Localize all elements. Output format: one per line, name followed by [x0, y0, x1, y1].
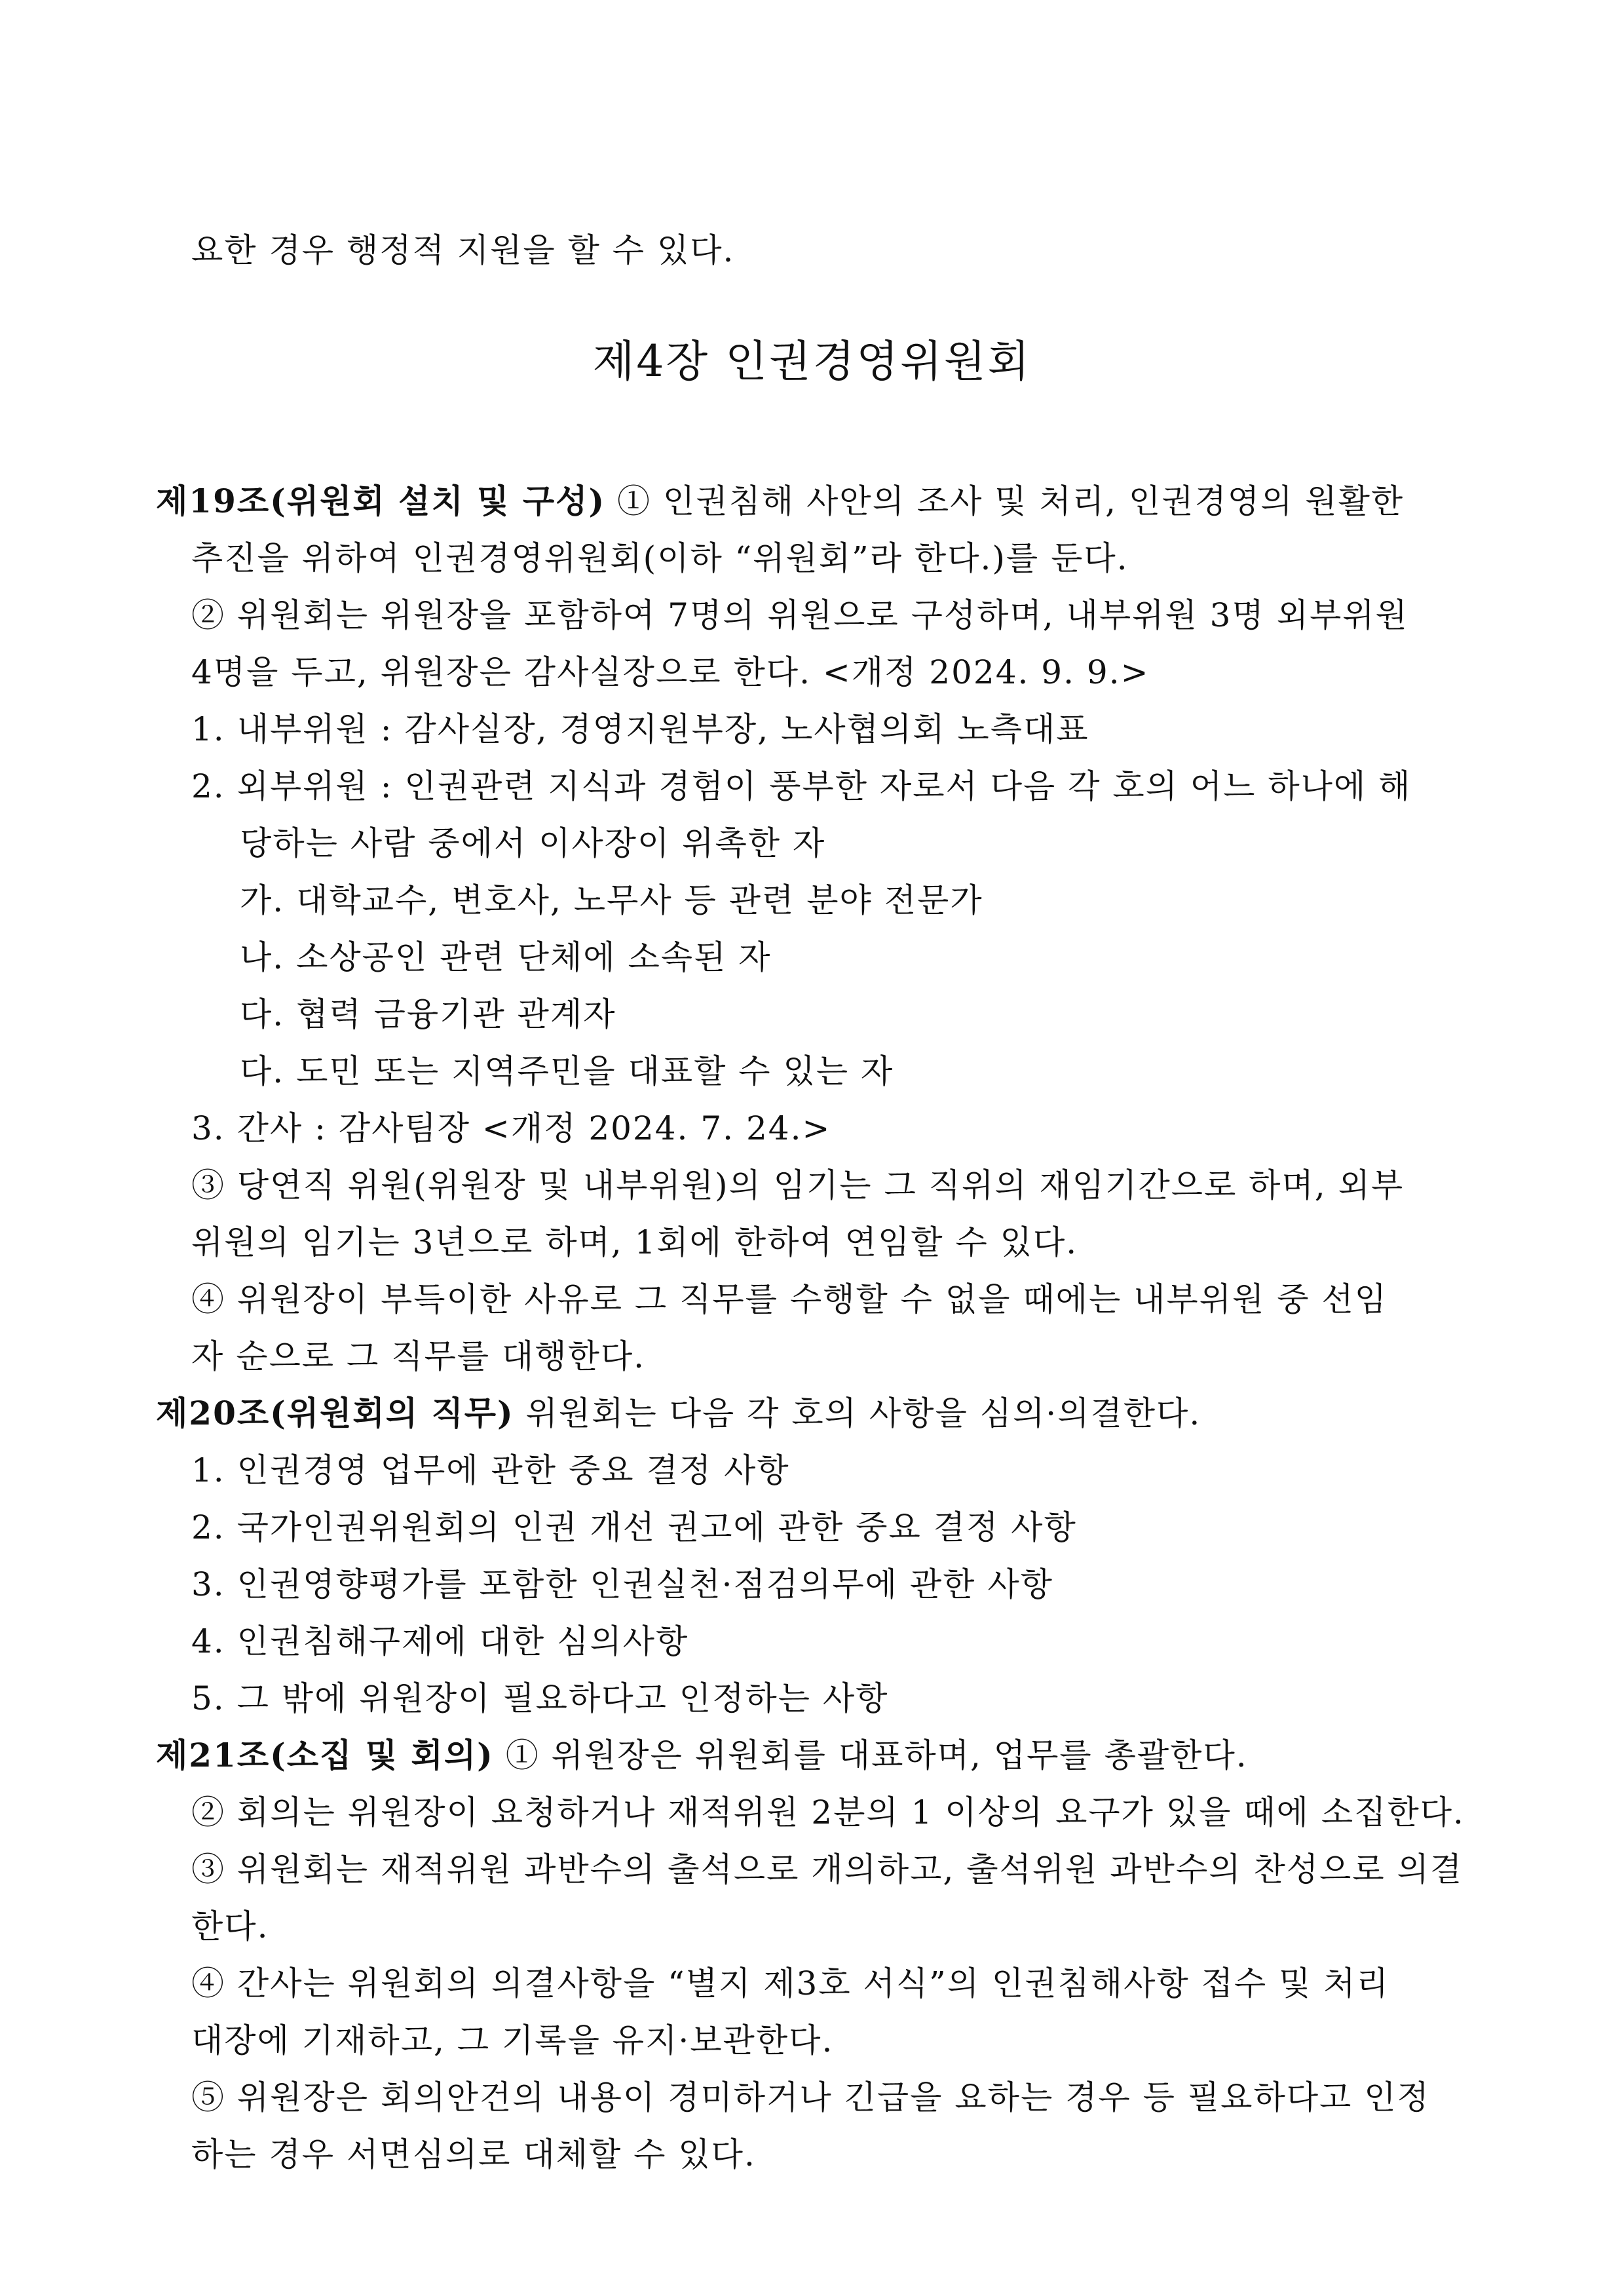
article-20-first-line — [156, 1394, 1201, 1433]
article-19-subitem-da-1: 다. 협력 금융기관 관계자 — [240, 995, 616, 1033]
article-20-item-4: 4. 인권침해구제에 대한 심의사항 — [191, 1622, 689, 1660]
article-21-para-4-line-2: 대장에 기재하고, 그 기록을 유지·보관한다. — [191, 2021, 834, 2059]
article-21-para-2: ② 회의는 위원장이 요청하거나 재적위원 2분의 1 이상의 요구가 있을 때에 소집한다. — [191, 1793, 1465, 1831]
article-21-first-line — [156, 1736, 1248, 1775]
article-19-item-2-line-2: 당하는 사람 중에서 이사장이 위촉한 자 — [240, 824, 826, 862]
article-21-para-3-line-1: ③ 위원회는 재적위원 과반수의 출석으로 개의하고, 출석위원 과반수의 찬성으로 의결 — [191, 1850, 1463, 1888]
article-21-para-4-line-1: ④ 간사는 위원회의 의결사항을 “별지 제3호 서식”의 인권침해사항 접수 및 처리 — [191, 1964, 1389, 2002]
article-21-para-5-line-2: 하는 경우 서면심의로 대체할 수 있다. — [191, 2135, 756, 2173]
article-20-heading: 제20조(위원회의 직무) — [156, 1394, 514, 1432]
article-19-subitem-na: 나. 소상공인 관련 단체에 소속된 자 — [240, 938, 772, 976]
chapter-title: 제4장 인권경영위원회 — [592, 336, 1032, 387]
article-19-para-4-line-1: ④ 위원장이 부득이한 사유로 그 직무를 수행할 수 없을 때에는 내부위원 중 선임 — [191, 1280, 1388, 1318]
article-19-subitem-ga: 가. 대학교수, 변호사, 노무사 등 관련 분야 전문가 — [240, 881, 983, 919]
article-21-para-1: ① 위원장은 위원회를 대표하며, 업무를 총괄한다. — [493, 1736, 1248, 1774]
article-20-item-5: 5. 그 밖에 위원장이 필요하다고 인정하는 사항 — [191, 1679, 889, 1717]
article-21-para-3-line-2: 한다. — [191, 1907, 269, 1945]
article-19-para-1-line-2: 추진을 위하여 인권경영위원회(이하 “위원회”라 한다.)를 둔다. — [191, 539, 1129, 577]
article-19-para-2-line-2: 4명을 두고, 위원장은 감사실장으로 한다. <개정 2024. 9. 9.> — [191, 653, 1150, 691]
article-19-para-3-line-1: ③ 당연직 위원(위원장 및 내부위원)의 임기는 그 직위의 재임기간으로 하며, 외부 — [191, 1166, 1405, 1204]
article-19-heading: 제19조(위원회 설치 및 구성) — [156, 482, 606, 520]
article-20-item-2: 2. 국가인권위원회의 인권 개선 권고에 관한 중요 결정 사항 — [191, 1508, 1077, 1546]
article-20-item-3: 3. 인권영향평가를 포함한 인권실천·점검의무에 관한 사항 — [191, 1565, 1053, 1603]
article-20-intro: 위원회는 다음 각 호의 사항을 심의·의결한다. — [514, 1394, 1201, 1432]
article-19-subitem-da-2: 다. 도민 또는 지역주민을 대표할 수 있는 자 — [240, 1052, 894, 1090]
article-21-heading: 제21조(소집 및 회의) — [156, 1736, 494, 1774]
article-21-para-5-line-1: ⑤ 위원장은 회의안건의 내용이 경미하거나 긴급을 요하는 경우 등 필요하다고 인정 — [191, 2078, 1430, 2116]
article-19-para-3-line-2: 위원의 임기는 3년으로 하며, 1회에 한하여 연임할 수 있다. — [191, 1223, 1078, 1261]
article-19-para-1-text: ① 인권침해 사안의 조사 및 처리, 인권경영의 원활한 — [605, 482, 1405, 520]
article-19-item-2-line-1: 2. 외부위원 : 인권관련 지식과 경험이 풍부한 자로서 다음 각 호의 어느 하나에 해 — [191, 767, 1412, 805]
article-19-para-4-line-2: 자 순으로 그 직무를 대행한다. — [191, 1337, 646, 1375]
article-19-item-1: 1. 내부위원 : 감사실장, 경영지원부장, 노사협의회 노측대표 — [191, 710, 1089, 748]
article-19-first-line — [156, 482, 1404, 521]
continuation-text: 요한 경우 행정적 지원을 할 수 있다. — [191, 231, 735, 269]
article-19-item-3: 3. 간사 : 감사팀장 <개정 2024. 7. 24.> — [191, 1109, 831, 1147]
article-19-para-2-line-1: ② 위원회는 위원장을 포함하여 7명의 위원으로 구성하며, 내부위원 3명 외부위원 — [191, 596, 1408, 634]
article-20-item-1: 1. 인권경영 업무에 관한 중요 결정 사항 — [191, 1451, 790, 1489]
